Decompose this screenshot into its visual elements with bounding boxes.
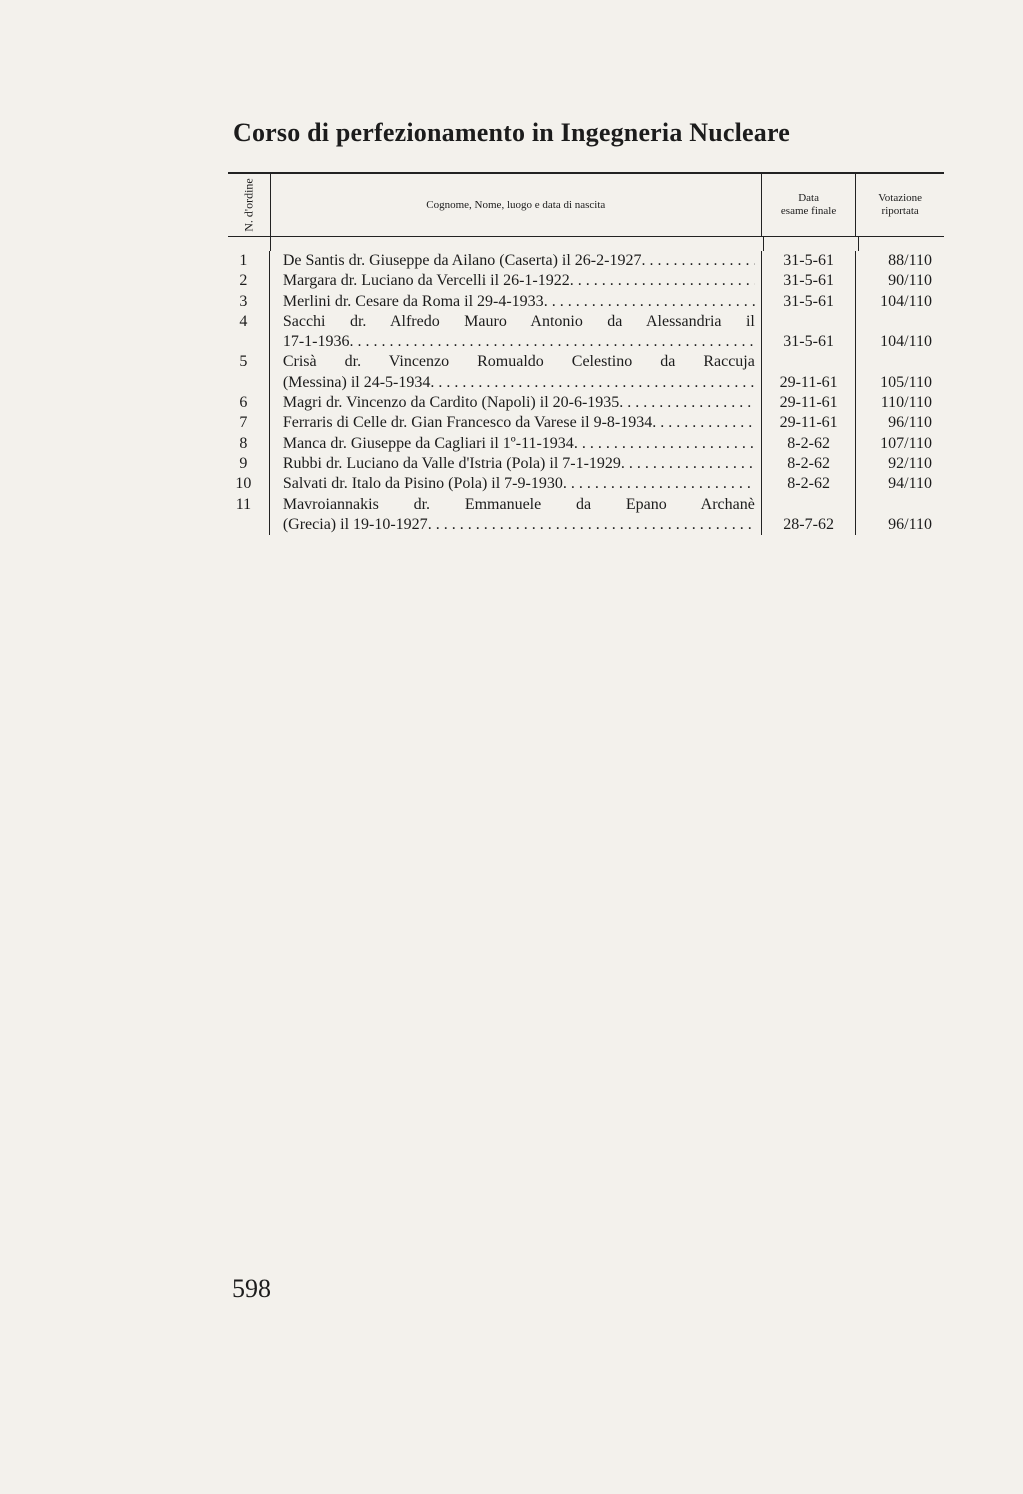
header-vote-line1: Votazione (878, 192, 923, 204)
row-exam-date: 8-2-62 (762, 434, 857, 454)
row-vote: 96/110 (888, 414, 932, 432)
leader-dots (428, 515, 755, 535)
leader-dots (570, 271, 755, 291)
row-name-text: Crisà dr. Vincenzo Romualdo Celestino da Raccuja (282, 353, 755, 371)
row-name-text: (Grecia) il 19-10-1927 (282, 515, 428, 533)
row-vote: 110/110 (880, 394, 932, 412)
row-exam-date: 31-5-61 (762, 251, 857, 271)
row-vote: 88/110 (888, 252, 932, 269)
table-row (228, 251, 944, 271)
leader-dots (652, 413, 755, 433)
row-name-line (283, 434, 755, 454)
row-name-text: Merlini dr. Cesare da Roma il 29-4-1933 (282, 292, 544, 310)
row-exam-date: 28-7-62 (762, 495, 857, 536)
table-row (228, 474, 944, 494)
row-name-text: (Messina) il 24-5-1934 (282, 373, 431, 391)
leader-dots (641, 251, 754, 271)
row-name-line (283, 332, 755, 352)
header-vote-line2: riportata (881, 205, 919, 217)
table-row (228, 413, 944, 433)
row-name (270, 292, 762, 312)
header-date-line2: esame finale (780, 205, 837, 217)
row-number: 2 (228, 271, 270, 291)
row-number: 1 (228, 251, 270, 271)
row-number: 3 (228, 292, 270, 312)
table-row (228, 312, 944, 353)
row-vote: 104/110 (880, 333, 932, 351)
row-number: 9 (228, 454, 270, 474)
row-name-text: 17-1-1936 (282, 333, 350, 351)
row-number: 10 (228, 474, 270, 494)
table-row (228, 271, 944, 291)
leader-dots (621, 454, 755, 474)
row-name-text: Sacchi dr. Alfredo Mauro Antonio da Alessandria il (282, 312, 755, 330)
row-name-text: Ferraris di Celle dr. Gian Francesco da Varese il 9-8-1934 (282, 414, 653, 432)
row-exam-date: 31-5-61 (762, 312, 857, 353)
row-vote: 96/110 (888, 515, 932, 533)
row-name-text: Manca dr. Giuseppe da Cagliari il 1º-11-1934 (282, 434, 574, 452)
table-row (228, 292, 944, 312)
row-name (270, 251, 762, 271)
table-body (228, 251, 944, 535)
row-name-line (283, 271, 755, 291)
graduates-table (228, 172, 944, 535)
table-spacer (228, 237, 944, 251)
row-vote: 104/110 (880, 292, 932, 310)
row-name-line (283, 251, 755, 271)
row-exam-date: 29-11-61 (762, 393, 857, 413)
row-vote: 94/110 (888, 475, 932, 493)
table-row (228, 352, 944, 393)
row-name (270, 393, 762, 413)
page-title: Corso di perfezionamento in Ingegneria Nucleare (232, 118, 790, 147)
row-exam-date: 8-2-62 (762, 474, 857, 494)
row-number: 6 (228, 393, 270, 413)
row-name (270, 352, 762, 393)
row-name (270, 495, 762, 536)
row-name (270, 454, 762, 474)
row-number: 7 (228, 413, 270, 433)
row-number: 4 (228, 312, 270, 353)
row-name-line (283, 292, 755, 312)
header-number (228, 174, 271, 236)
row-vote: 105/110 (880, 373, 932, 391)
row-name-line (283, 474, 755, 494)
row-name-line (283, 393, 755, 413)
row-vote: 107/110 (880, 434, 932, 452)
leader-dots (544, 292, 755, 312)
row-exam-date: 31-5-61 (762, 292, 857, 312)
row-name (270, 271, 762, 291)
row-name-text: Salvati dr. Italo da Pisino (Pola) il 7-9-1930 (282, 475, 563, 493)
header-vote (856, 174, 944, 236)
row-name-line (283, 413, 755, 433)
row-number: 11 (228, 495, 270, 536)
leader-dots (574, 434, 755, 454)
row-name-text: Rubbi dr. Luciano da Valle d'Istria (Pola) il 7-1-1929 (282, 454, 621, 472)
row-name (270, 413, 762, 433)
row-exam-date: 29-11-61 (762, 352, 857, 393)
header-date-line1: Data (798, 192, 819, 204)
row-exam-date: 31-5-61 (762, 271, 857, 291)
row-name-text: Margara dr. Luciano da Vercelli il 26-1-1922 (282, 272, 570, 290)
row-name (270, 434, 762, 454)
row-name-line (283, 515, 755, 535)
leader-dots (619, 393, 755, 413)
page-number: 598 (232, 1274, 271, 1303)
table-row (228, 454, 944, 474)
row-vote: 92/110 (888, 454, 932, 472)
header-date (762, 174, 857, 236)
table-row (228, 393, 944, 413)
row-name-text: De Santis dr. Giuseppe da Ailano (Caserta) il 26-2-1927 (282, 252, 642, 269)
header-number-label: N. d'ordine (241, 178, 256, 232)
row-exam-date: 8-2-62 (762, 454, 857, 474)
header-name-label: Cognome, Nome, luogo e data di nascita (426, 199, 606, 211)
table-row (228, 495, 944, 536)
row-name (270, 474, 762, 494)
row-name-text: Mavroiannakis dr. Emmanuele da Epano Archanè (282, 495, 755, 513)
row-number: 5 (228, 352, 270, 393)
row-number: 8 (228, 434, 270, 454)
leader-dots (350, 332, 755, 352)
table-header (228, 174, 944, 236)
leader-dots (430, 373, 754, 393)
row-name-line (283, 373, 755, 393)
row-name-line (283, 454, 755, 474)
row-exam-date: 29-11-61 (762, 413, 857, 433)
header-name (271, 174, 762, 236)
leader-dots (563, 474, 755, 494)
row-vote: 90/110 (888, 272, 932, 290)
table-row (228, 434, 944, 454)
row-name-text: Magri dr. Vincenzo da Cardito (Napoli) il 20-6-1935 (282, 394, 620, 412)
row-name (270, 312, 762, 353)
